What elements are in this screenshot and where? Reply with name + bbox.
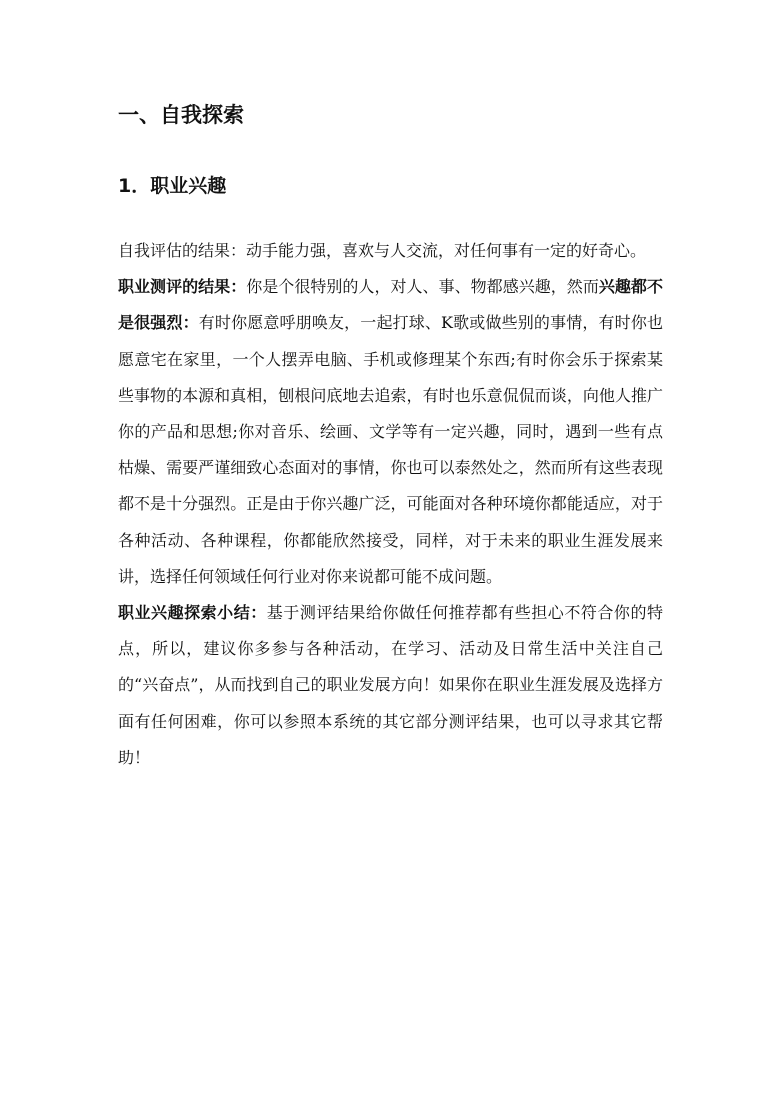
test-result-text-1: 你是个很特别的人，对人、事、物都感兴趣，然而: [246, 277, 599, 297]
document-page: [118, 100, 663, 776]
self-assessment-paragraph: [118, 233, 663, 269]
self-assessment-text: 自我评估的结果：动手能力强，喜欢与人交流，对任何事有一定的好奇心。: [118, 241, 647, 260]
summary-paragraph: [118, 595, 663, 776]
test-result-text-2: 有时你愿意呼朋唤友，一起打球、K歌或做些别的事情，有时你也愿意宅在家里，一个人摆弄电脑、手机或修理某个东西;有时你会乐于探索某些事物的本源和真相，刨根问底地去追索，有时也乐意侃侃而谈，向他人推广你的产品和思想;你对音乐、绘画、文学等有一定兴趣，同时，遇到一些有点枯燥、需要严谨细致心态面对的事情，你也可以泰然处之，然而所有这些表现都不是十分强烈。正是由于你兴趣广泛，可能面对各种环境你都能适应，对于各种活动、各种课程，你都能欣然接受，同样，对于未来的职业生涯发展来讲，选择任何领域任何行业对你来说都可能不成问题。: [118, 313, 663, 586]
subsection-heading: 1．职业兴趣: [118, 175, 227, 197]
test-result-emphasis: 兴趣都不是很强烈：: [118, 277, 663, 333]
summary-label: 职业兴趣探索小结：: [118, 603, 267, 623]
test-result-label: 职业测评的结果：: [118, 277, 247, 297]
test-result-paragraph: [118, 269, 663, 595]
section-heading: 一、自我探索: [118, 103, 244, 127]
summary-text: 基于测评结果给你做任何推荐都有些担心不符合你的特点，所以，建议你多参与各种活动，在学习、活动及日常生活中关注自己的“兴奋点”，从而找到自己的职业发展方向！如果你在职业生涯发展及选择方面有任何困难，你可以参照本系统的其它部分测评结果，也可以寻求其它帮助！: [118, 603, 663, 767]
